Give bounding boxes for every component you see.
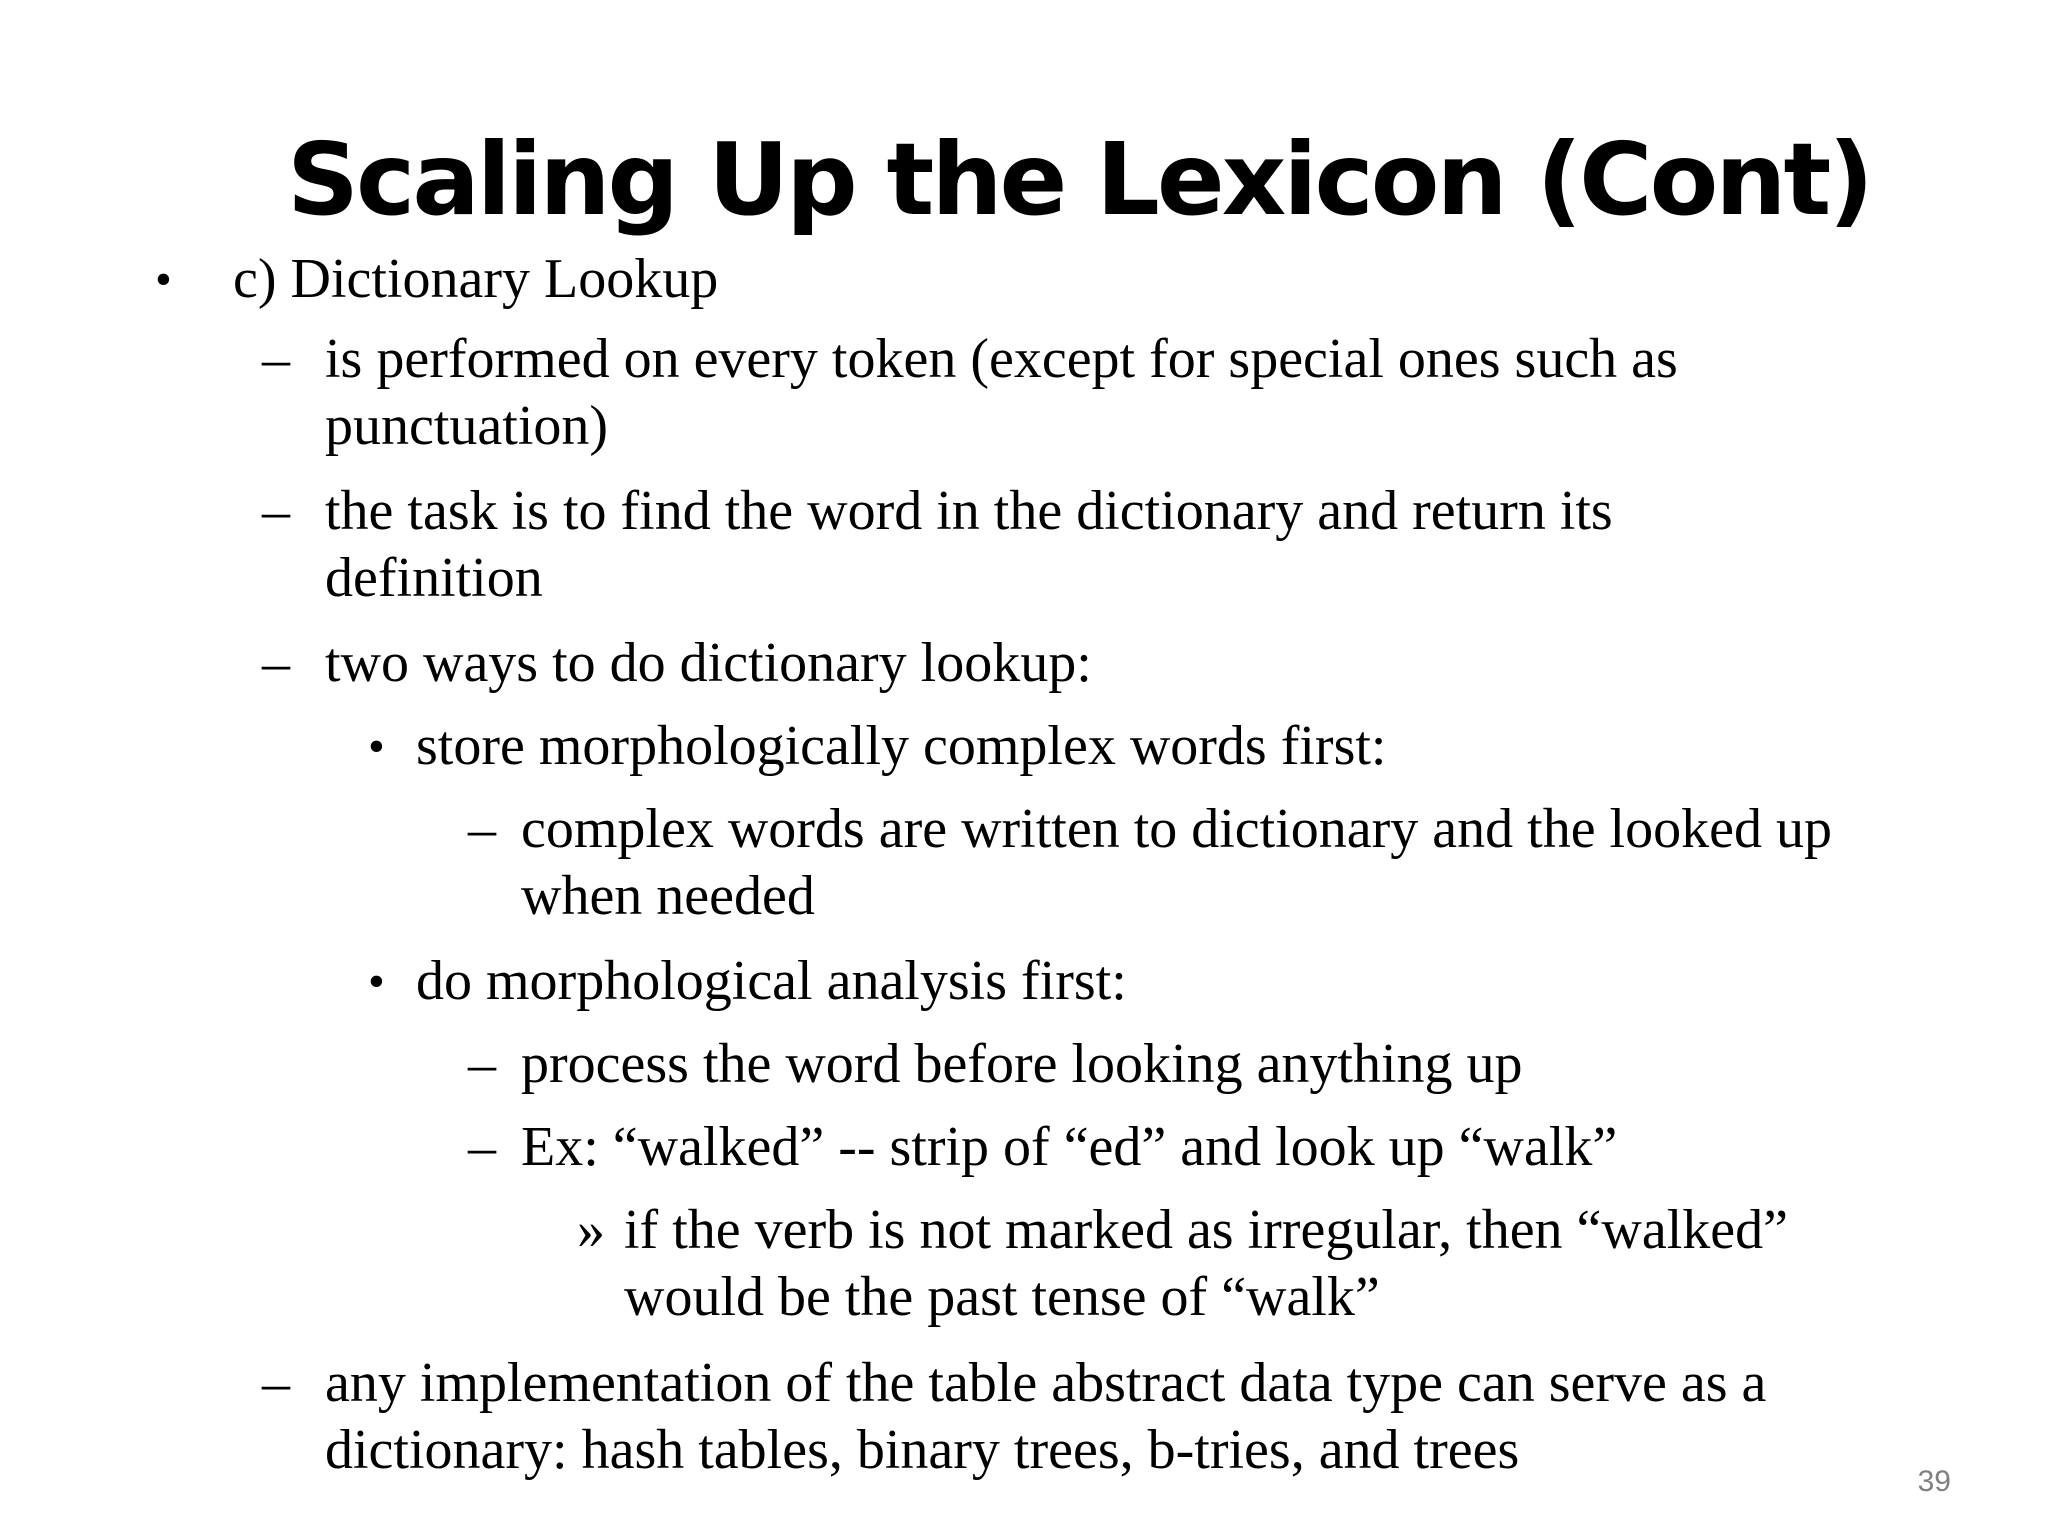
list-item-morphological-analysis-first: do morphological analysis first:: [416, 950, 1127, 1012]
dash-marker: –: [262, 328, 290, 390]
dash-marker: –: [262, 480, 290, 542]
list-item-performed-on-every-token: is performed on every token (except for special ones such as punctuation): [325, 328, 1678, 457]
list-item-process-word: process the word before looking anything up: [521, 1033, 1523, 1095]
bullet-marker: •: [155, 253, 172, 306]
bullet-marker: •: [368, 955, 385, 1008]
slide-title: Scaling Up the Lexicon (Cont): [287, 121, 1871, 238]
list-item-irregular-verb: if the verb is not marked as irregular, then “walked” would be the past tense of “walk”: [624, 1199, 1788, 1328]
list-item-two-ways: two ways to do dictionary lookup:: [325, 632, 1092, 694]
dash-marker: –: [262, 632, 290, 694]
list-item-table-implementation: any implementation of the table abstract data type can serve as a dictionary: hash tables, binary trees, b-tries, and trees: [325, 1352, 1767, 1481]
list-item-dictionary-lookup: c) Dictionary Lookup: [233, 248, 719, 310]
dash-marker: –: [468, 798, 496, 860]
list-item-example-walked: Ex: “walked” -- strip of “ed” and look up “walk”: [521, 1116, 1618, 1178]
list-item-complex-words-written: complex words are written to dictionary and the looked up when needed: [521, 798, 1832, 927]
dash-marker: –: [468, 1116, 496, 1178]
bullet-marker: •: [368, 720, 385, 773]
chevron-marker: »: [577, 1199, 605, 1261]
dash-marker: –: [262, 1352, 290, 1414]
slide-number: 39: [1917, 1465, 1951, 1498]
dash-marker: –: [468, 1033, 496, 1095]
list-item-store-complex-words: store morphologically complex words first:: [416, 715, 1387, 777]
list-item-task-find-word: the task is to find the word in the dictionary and return its definition: [325, 480, 1613, 609]
